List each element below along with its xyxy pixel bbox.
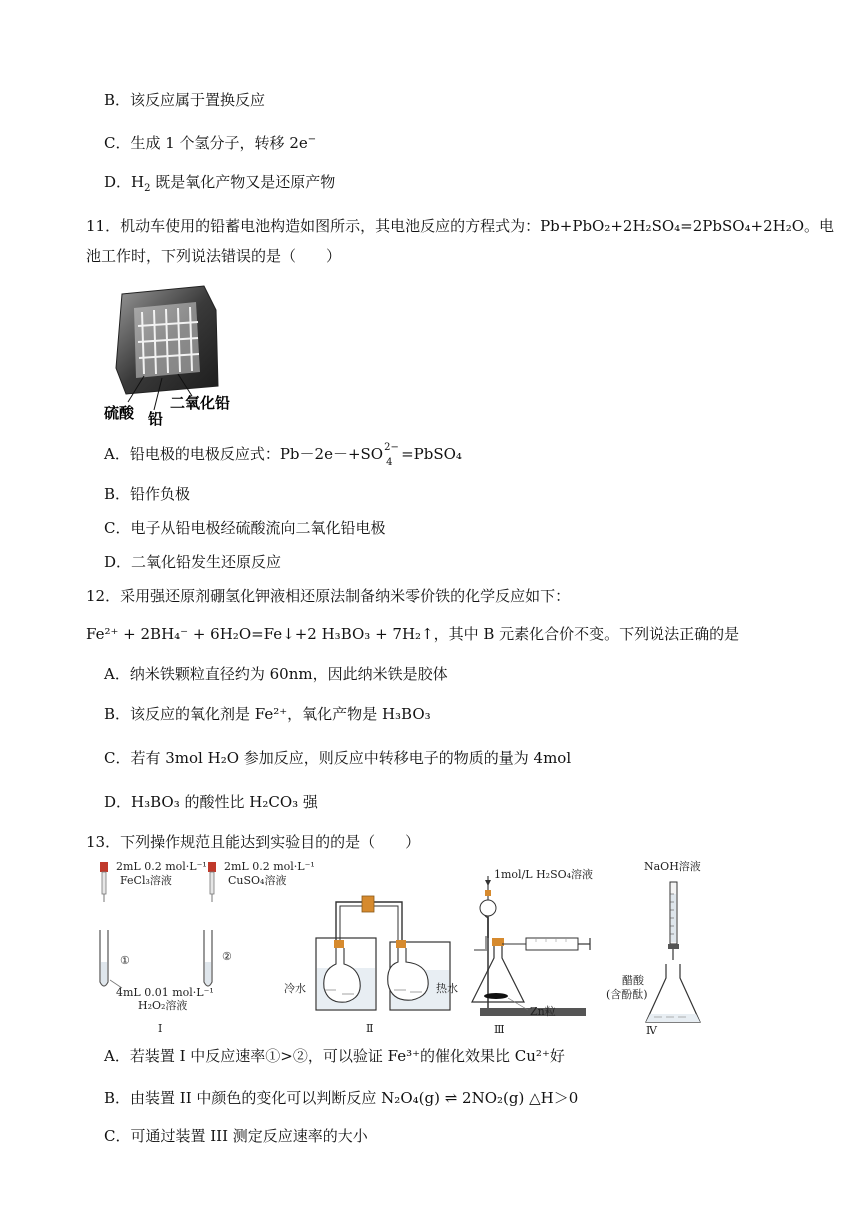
q13-option-a: A．若装置 I 中反应速率①>②，可以验证 Fe³⁺的催化效果比 Cu²⁺好: [104, 1047, 565, 1065]
cold-water-label: 冷水: [284, 982, 306, 995]
q11-option-a-text: A．铅电极的电极反应式：Pb－2e－+SO: [104, 445, 384, 463]
q11-stem-line1: 11．机动车使用的铅蓄电池构造如图所示，其电池反应的方程式为：Pb+PbO₂+2H₂SO₄=2PbSO₄+2H₂O。电: [86, 217, 835, 235]
q10-option-c-sup: −: [307, 134, 317, 145]
apparatus-i-figure: [94, 856, 315, 1035]
apparatus-iv-label: Ⅳ: [646, 1024, 657, 1037]
q11-option-a-sup: 2−: [384, 442, 399, 453]
q10-option-d-text: 既是氧化产物又是还原产物: [150, 173, 336, 191]
acid-label: 1mol/L H₂SO₄溶液: [494, 868, 594, 881]
apparatus-i-label: Ⅰ: [158, 1022, 163, 1035]
q12-stem-line1: 12．采用强还原剂硼氢化钾液相还原法制备纳米零价铁的化学反应如下：: [86, 587, 571, 605]
q10-option-d-label: D．: [104, 173, 132, 191]
q11-option-b: B．铅作负极: [104, 485, 191, 503]
tube-2-label: ②: [222, 950, 232, 963]
reagent-left-conc: 2mL 0.2 mol·L⁻¹: [116, 860, 207, 873]
q10-option-b: B．该反应属于置换反应: [104, 91, 266, 109]
naoh-label: NaOH溶液: [644, 860, 701, 873]
reagent-left-name: FeCl₃溶液: [120, 874, 172, 887]
lead-battery-figure: [104, 282, 244, 428]
q13-stem: 13．下列操作规范且能达到实验目的的是（ ）: [86, 833, 421, 851]
q10-option-d-h: H: [131, 173, 145, 191]
q11-option-a-post: =PbSO₄: [401, 445, 462, 463]
phenolphthalein-label: (含酚酞): [606, 988, 648, 1001]
q11-option-d: D．二氧化铅发生还原反应: [104, 553, 282, 571]
q13-option-c: C．可通过装置 III 测定反应速率的大小: [104, 1127, 368, 1145]
zinc-label: Zn粒: [530, 1005, 556, 1018]
apparatus-ii-label: Ⅱ: [366, 1022, 374, 1035]
q10-option-d: [104, 172, 335, 199]
q10-option-d-sub: 2: [144, 183, 151, 194]
apparatus-iii-label: Ⅲ: [494, 1023, 505, 1036]
bottom-reagent-name: H₂O₂溶液: [138, 999, 188, 1012]
tube-1-label: ①: [120, 954, 130, 967]
dropper-left: [100, 862, 108, 902]
dropper-right: [208, 862, 216, 902]
fig-label-sulfuric-acid: 硫酸: [104, 404, 135, 422]
apparatus-ii-figure: [284, 880, 462, 1035]
q11-option-a: [104, 442, 462, 468]
q11-option-a-ion: [383, 442, 401, 468]
apparatus-iii-figure: [466, 862, 600, 1034]
fig-label-lead-dioxide: 二氧化铅: [170, 394, 231, 412]
reagent-right-name: CuSO₄溶液: [228, 874, 287, 887]
acetic-acid-label: 醋酸: [622, 974, 644, 987]
q11-option-a-sub: 4: [386, 457, 393, 468]
reagent-right-conc: 2mL 0.2 mol·L⁻¹: [224, 860, 315, 873]
q10-option-c: [104, 130, 316, 153]
q11-option-c: C．电子从铅电极经硫酸流向二氧化铅电极: [104, 519, 386, 537]
bottom-reagent-conc: 4mL 0.01 mol·L⁻¹: [116, 986, 214, 999]
q13-option-b: B．由装置 II 中颜色的变化可以判断反应 N₂O₄(g) ⇌ 2NO₂(g) △H＞0: [104, 1089, 579, 1107]
q12-option-a: A．纳米铁颗粒直径约为 60nm，因此纳米铁是胶体: [104, 665, 448, 683]
q12-option-d: D．H₃BO₃ 的酸性比 H₂CO₃ 强: [104, 793, 318, 811]
q12-equation: Fe²⁺ + 2BH₄⁻ + 6H₂O=Fe↓+2 H₃BO₃ + 7H₂↑，其中 B 元素化合价不变。下列说法正确的是: [86, 625, 740, 643]
q12-option-c: C．若有 3mol H₂O 参加反应，则反应中转移电子的物质的量为 4mol: [104, 749, 572, 767]
fig-label-lead: 铅: [148, 410, 164, 428]
apparatus-iv-figure: [606, 854, 716, 1037]
hot-water-label: 热水: [436, 982, 458, 995]
q11-stem-line2: 池工作时，下列说法错误的是（ ）: [86, 247, 342, 265]
q12-option-b: B．该反应的氧化剂是 Fe²⁺，氧化产物是 H₃BO₃: [104, 705, 431, 723]
q10-option-c-text: C．生成 1 个氢分子，转移 2e: [104, 134, 308, 152]
